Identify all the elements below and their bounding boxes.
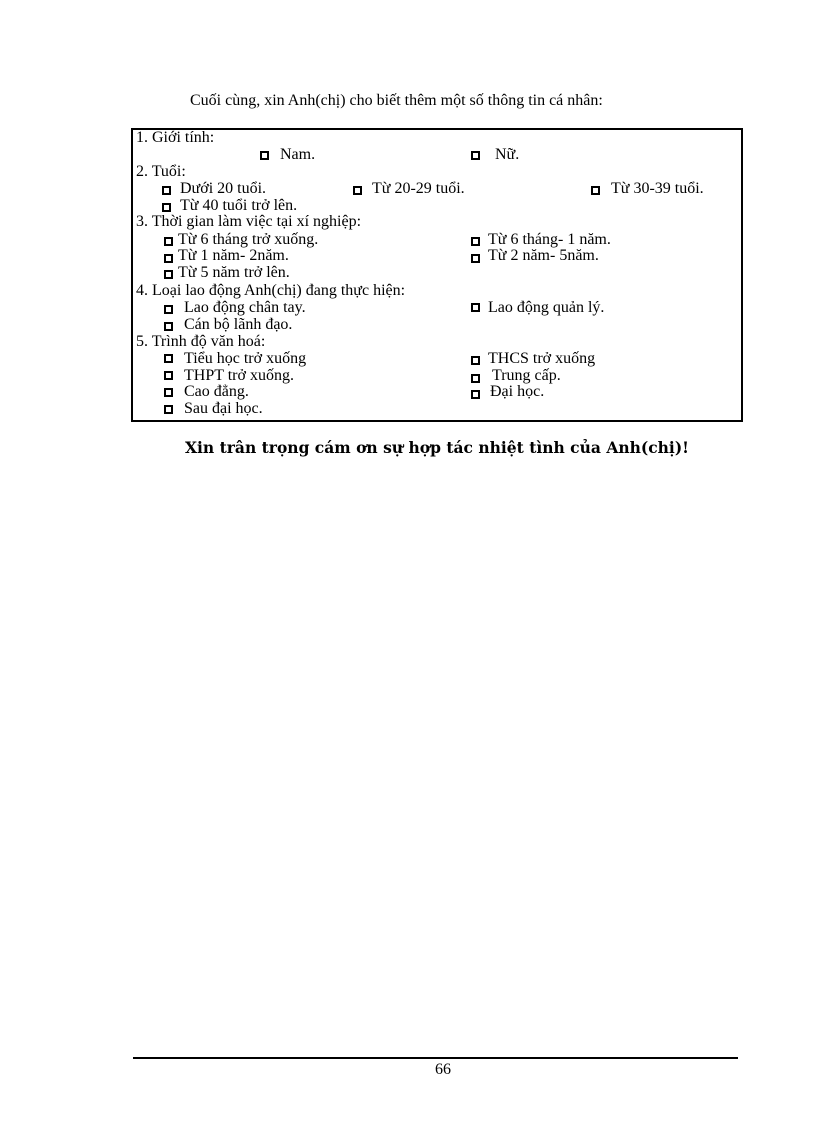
q3-title: 3. Thời gian làm việc tại xí nghiệp: — [136, 213, 362, 230]
checkbox-nam[interactable] — [260, 151, 269, 160]
checkbox-tieu-hoc[interactable] — [164, 354, 173, 363]
option-label: Nam. — [280, 146, 316, 163]
checkbox-40-plus[interactable] — [162, 203, 171, 212]
checkbox-cao-dang[interactable] — [164, 388, 173, 397]
option-label: Từ 2 năm- 5năm. — [488, 247, 599, 264]
option-label: Lao động quản lý. — [488, 299, 605, 316]
option-label: Từ 1 năm- 2năm. — [178, 247, 289, 264]
checkbox-2-5-nam[interactable] — [471, 254, 480, 263]
option-label: Lao động chân tay. — [184, 299, 306, 316]
checkbox-lao-dong-quan-ly[interactable] — [471, 303, 480, 312]
option-label: Trung cấp. — [492, 367, 561, 384]
option-label: THPT trở xuống. — [184, 367, 294, 384]
checkbox-trung-cap[interactable] — [471, 374, 480, 383]
option-label: Đại học. — [490, 383, 545, 400]
checkbox-nu[interactable] — [471, 151, 480, 160]
option-label: Từ 20-29 tuổi. — [372, 180, 465, 197]
checkbox-duoi-20[interactable] — [162, 186, 171, 195]
checkbox-5-nam-plus[interactable] — [164, 270, 173, 279]
q5-title: 5. Trình độ văn hoá: — [136, 333, 266, 350]
q2-title: 2. Tuổi: — [136, 163, 186, 180]
option-label: Từ 6 tháng- 1 năm. — [488, 231, 611, 248]
checkbox-lao-dong-chan-tay[interactable] — [164, 305, 173, 314]
option-label: Nữ. — [495, 146, 520, 163]
checkbox-thcs[interactable] — [471, 356, 480, 365]
option-label: Từ 30-39 tuổi. — [611, 180, 704, 197]
q4-title: 4. Loại lao động Anh(chị) đang thực hiện: — [136, 282, 406, 299]
option-label: Dưới 20 tuổi. — [180, 180, 267, 197]
page-number: 66 — [435, 1061, 451, 1078]
checkbox-duoi-6-thang[interactable] — [164, 237, 173, 246]
footer-divider — [133, 1057, 738, 1059]
option-label: Từ 5 năm trở lên. — [178, 264, 290, 281]
option-label: Từ 6 tháng trở xuống. — [178, 231, 319, 248]
checkbox-30-39[interactable] — [591, 186, 600, 195]
checkbox-1-2-nam[interactable] — [164, 254, 173, 263]
checkbox-20-29[interactable] — [353, 186, 362, 195]
option-label: Sau đại học. — [184, 400, 263, 417]
option-label: Tiểu học trở xuống — [184, 350, 307, 367]
checkbox-can-bo-lanh-dao[interactable] — [164, 322, 173, 331]
option-label: Cán bộ lãnh đạo. — [184, 316, 293, 333]
option-label: Cao đẳng. — [184, 383, 249, 400]
checkbox-6-thang-1-nam[interactable] — [471, 237, 480, 246]
intro-text: Cuối cùng, xin Anh(chị) cho biết thêm một số thông tin cá nhân: — [190, 92, 603, 109]
checkbox-sau-dai-hoc[interactable] — [164, 405, 173, 414]
option-label: THCS trở xuống — [488, 350, 596, 367]
option-label: Từ 40 tuổi trở lên. — [180, 197, 298, 214]
checkbox-dai-hoc[interactable] — [471, 390, 480, 399]
checkbox-thpt[interactable] — [164, 371, 173, 380]
q1-title: 1. Giới tính: — [136, 129, 215, 146]
thank-you-text: Xin trân trọng cám ơn sự hợp tác nhiệt tình của Anh(chị)! — [185, 438, 689, 457]
